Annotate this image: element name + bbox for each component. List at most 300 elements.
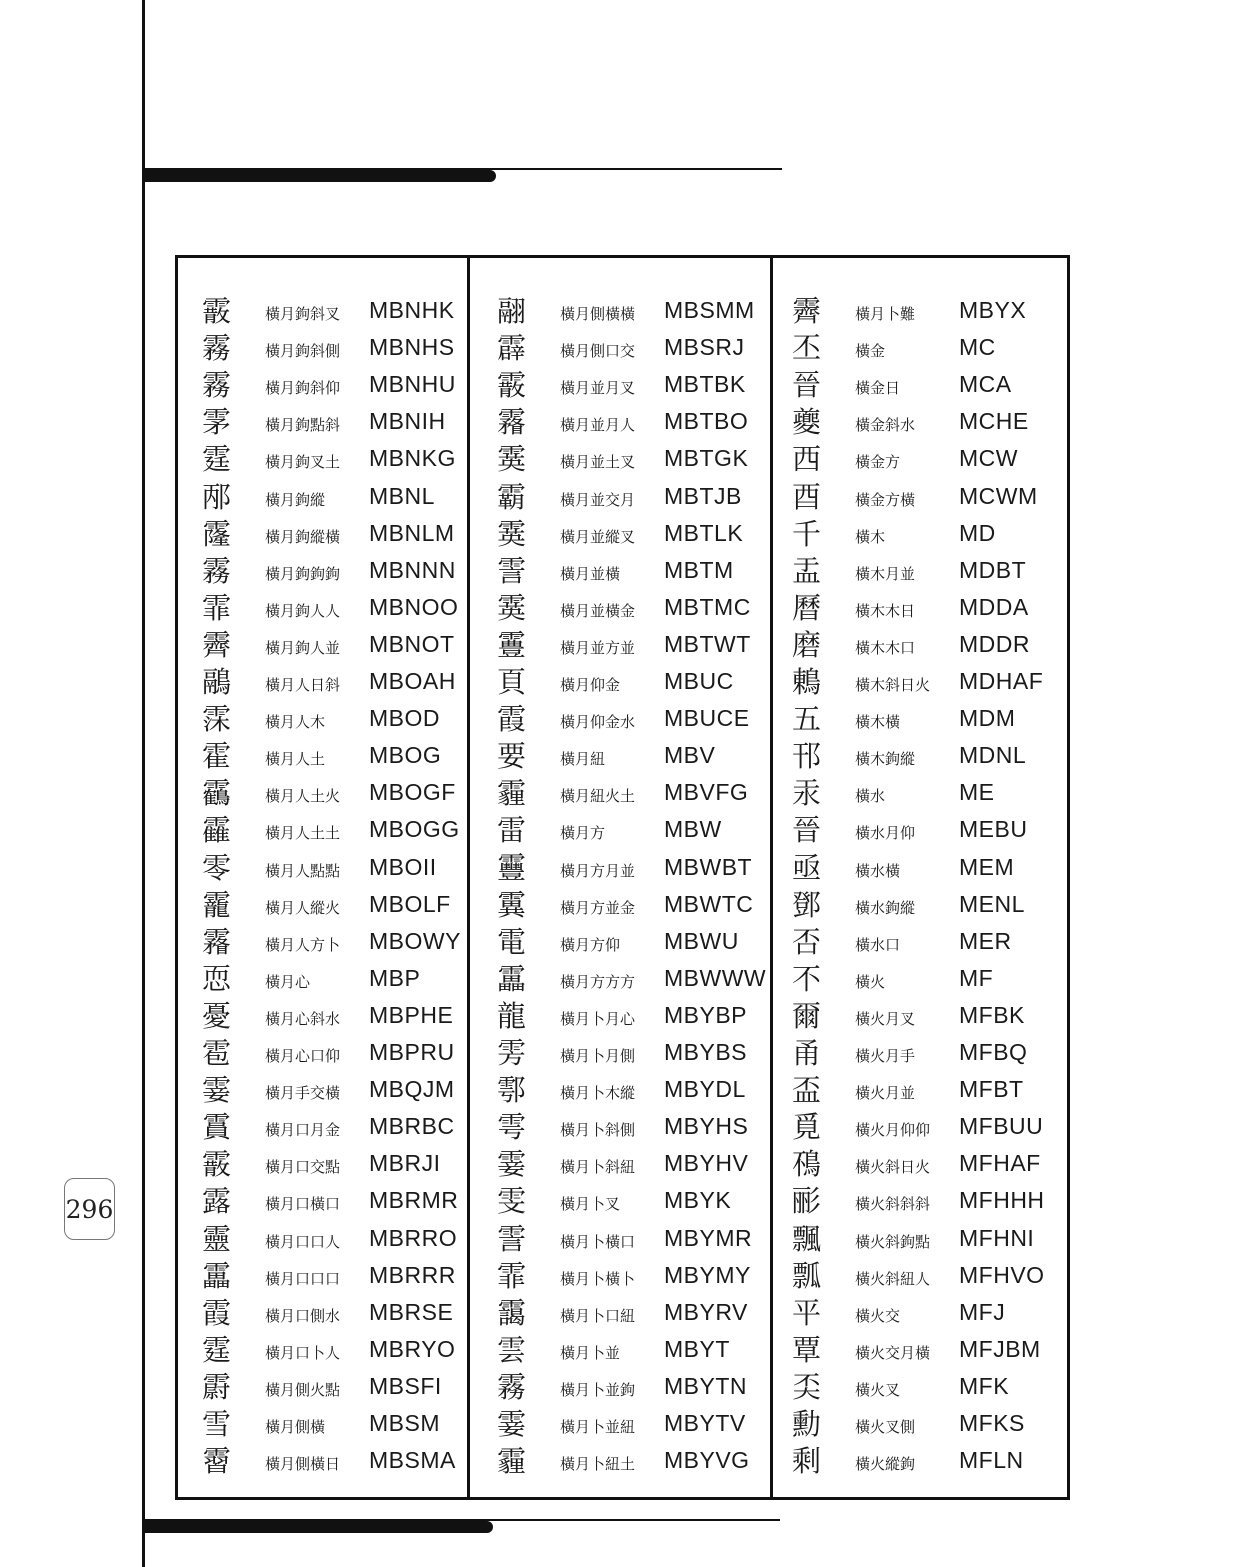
character: 霙 [497, 590, 527, 625]
table-row [202, 405, 492, 442]
stroke-components: 橫月側橫 [265, 1418, 326, 1436]
table-row [792, 480, 1082, 517]
stroke-components: 橫火叉側 [855, 1418, 916, 1436]
table-row [202, 1370, 492, 1407]
stroke-components: 橫月心斜水 [265, 1009, 341, 1028]
stroke-components: 橫月鉤人人 [265, 601, 341, 620]
character: 霍 [202, 739, 232, 774]
stroke-components: 橫月人土土 [265, 824, 341, 843]
stroke-components: 橫火月手 [855, 1047, 916, 1065]
character: 要 [497, 739, 527, 774]
stroke-components: 橫月方月並 [560, 861, 636, 880]
stroke-components: 橫火月叉 [855, 1009, 916, 1028]
input-code: MER [959, 927, 1012, 954]
stroke-components: 橫月鉤斜叉 [265, 305, 341, 323]
character: 霧 [202, 368, 232, 403]
stroke-components: 橫月並月人 [560, 416, 636, 435]
table-row [202, 1333, 492, 1370]
stroke-components: 橫月人方卜 [265, 935, 341, 954]
table-row [497, 665, 787, 702]
character: 亟 [792, 850, 822, 885]
table-row [497, 1222, 787, 1259]
stroke-components: 橫月鉤鉤鉤 [265, 564, 341, 583]
table-row [202, 739, 492, 776]
input-code: MBSFI [369, 1372, 442, 1399]
code-table [175, 255, 1070, 1500]
stroke-components: 橫月鉤斜側 [265, 342, 341, 361]
table-row [202, 331, 492, 368]
character: 霻 [497, 627, 527, 662]
character: 五 [792, 702, 822, 737]
stroke-components: 橫月鉤點斜 [265, 416, 341, 435]
stroke-components: 橫月口口口 [265, 1269, 341, 1288]
table-row [792, 665, 1082, 702]
table-row [792, 405, 1082, 442]
stroke-components: 橫水月仰 [855, 824, 916, 843]
input-code: MFK [959, 1372, 1010, 1399]
table-row [497, 591, 787, 628]
character: 霆 [202, 1332, 232, 1367]
table-row [202, 1184, 492, 1221]
input-code: MBYTV [664, 1410, 746, 1436]
table-row [792, 331, 1082, 368]
table-row [792, 702, 1082, 739]
stroke-components: 橫月卜難 [855, 305, 916, 323]
character: 霬 [497, 887, 527, 922]
stroke-components: 橫月心 [265, 972, 311, 991]
stroke-components: 橫月方方方 [560, 972, 636, 991]
stroke-components: 橫火斜鉤點 [855, 1232, 931, 1251]
stroke-components: 橫月人縱火 [265, 898, 341, 917]
table-row [202, 851, 492, 888]
character: 零 [202, 850, 232, 885]
character: 憂 [202, 998, 232, 1033]
input-code: MFKS [959, 1410, 1025, 1436]
table-row [202, 999, 492, 1036]
input-code: MBSM [369, 1410, 440, 1436]
table-row [792, 368, 1082, 405]
table-row [497, 1110, 787, 1147]
input-code: MBTGK [664, 445, 749, 472]
input-code: MBYVG [664, 1447, 750, 1474]
stroke-components: 橫月口月金 [265, 1121, 341, 1140]
input-code: MBTWT [664, 630, 751, 657]
input-code: MCW [959, 445, 1018, 472]
stroke-components: 橫月卜並紐 [560, 1418, 636, 1436]
input-code: MC [959, 334, 996, 361]
stroke-components: 橫木鉤縱 [855, 750, 916, 769]
input-code: MBTBO [664, 408, 749, 435]
table-row [497, 517, 787, 554]
character: 邗 [792, 739, 822, 774]
stroke-components: 橫月口卜人 [265, 1343, 341, 1362]
table-row [792, 517, 1082, 554]
stroke-components: 橫月側橫橫 [560, 305, 636, 323]
character: 雩 [497, 1110, 527, 1145]
table-row [497, 702, 787, 739]
input-code: MBYHS [664, 1113, 749, 1140]
table-row [792, 888, 1082, 925]
character: 鴀 [792, 1147, 822, 1182]
character: 汞 [792, 776, 822, 811]
stroke-components: 橫金方橫 [855, 490, 916, 509]
stroke-components: 橫月並橫 [560, 564, 621, 583]
character: 霆 [202, 442, 232, 477]
input-code: MBSMM [664, 297, 755, 323]
character: 霧 [497, 1369, 527, 1404]
character: 霎 [497, 1407, 527, 1441]
stroke-components: 橫月並橫金 [560, 601, 636, 620]
stroke-components: 橫火斜斜斜 [855, 1195, 931, 1214]
input-code: MFBK [959, 1001, 1025, 1028]
input-code: MBTMC [664, 593, 751, 620]
character: 霏 [497, 1258, 527, 1293]
character: 露 [202, 1184, 232, 1219]
stroke-components: 橫月鉤人並 [265, 638, 341, 657]
character: 鄠 [497, 1073, 527, 1108]
character: 否 [792, 924, 822, 959]
table-row [497, 1259, 787, 1296]
character: 盂 [792, 553, 822, 588]
input-code: MBRBC [369, 1113, 455, 1140]
stroke-components: 橫木木口 [855, 638, 916, 657]
input-code: MBOGG [369, 816, 460, 843]
character: 霂 [202, 702, 232, 737]
input-code: MDBT [959, 556, 1027, 583]
character: 霰 [497, 368, 527, 403]
input-code: MBUCE [664, 705, 750, 732]
input-code: MBYTN [664, 1372, 747, 1399]
character: 霎 [202, 1073, 232, 1108]
stroke-components: 橫月人點點 [265, 861, 341, 880]
character: 瓢 [792, 1258, 822, 1293]
input-code: MBNIH [369, 408, 446, 435]
stroke-components: 橫月卜橫卜 [560, 1269, 636, 1288]
input-code: MBOD [369, 705, 440, 732]
stroke-components: 橫月卜叉 [560, 1195, 621, 1214]
input-code: MBRJI [369, 1150, 441, 1177]
input-code: MBTM [664, 556, 734, 583]
input-code: MBOG [369, 742, 442, 769]
input-code: MFHHH [959, 1187, 1045, 1214]
table-row [497, 1407, 787, 1444]
input-code: MBNHS [369, 334, 455, 361]
character: 霽 [792, 294, 822, 328]
stroke-components: 橫月人土 [265, 750, 326, 769]
table-row [202, 962, 492, 999]
input-code: MDDR [959, 630, 1030, 657]
input-code: MBVFG [664, 779, 749, 806]
table-row [792, 554, 1082, 591]
character: 雱 [497, 1036, 527, 1070]
input-code: MBRSE [369, 1298, 454, 1325]
character: 霧 [202, 331, 232, 366]
table-row [497, 1370, 787, 1407]
input-code: MFHAF [959, 1150, 1041, 1177]
character: 雹 [202, 1036, 232, 1070]
character: 靁 [497, 961, 527, 996]
input-code: MBTJB [664, 482, 742, 509]
stroke-components: 橫月紐 [560, 750, 606, 769]
table-row [497, 739, 787, 776]
character: 霿 [202, 924, 232, 959]
stroke-components: 橫火交月橫 [855, 1343, 931, 1362]
stroke-components: 橫月方 [560, 824, 606, 843]
character: 雯 [497, 1184, 527, 1219]
table-row [202, 1110, 492, 1147]
table-row [497, 1036, 787, 1073]
character: 霹 [497, 331, 527, 366]
stroke-components: 橫月卜斜側 [560, 1121, 636, 1140]
stroke-components: 橫月並縱叉 [560, 527, 636, 546]
table-row [497, 962, 787, 999]
input-code: MBWTC [664, 890, 754, 917]
character: 雲 [497, 1332, 527, 1367]
table-row [202, 776, 492, 813]
table-row [792, 591, 1082, 628]
character: 夔 [792, 405, 822, 440]
stroke-components: 橫月卜橫口 [560, 1232, 636, 1251]
table-row [792, 1036, 1082, 1073]
stroke-components: 橫月鉤縱 [265, 490, 326, 509]
stroke-components: 橫月方仰 [560, 935, 621, 954]
input-code: MBOII [369, 853, 437, 880]
stroke-components: 橫月卜並鉤 [560, 1380, 636, 1399]
character: 靊 [497, 850, 527, 885]
table-row [202, 1147, 492, 1184]
input-code: MBWBT [664, 853, 753, 880]
input-code: MBP [369, 964, 421, 991]
input-code: MBYT [664, 1335, 730, 1362]
table-row [497, 1444, 787, 1481]
stroke-components: 橫金斜水 [855, 416, 916, 435]
stroke-components: 橫火斜日火 [855, 1158, 931, 1177]
input-code: MENL [959, 890, 1025, 917]
input-code: MBRRR [369, 1261, 456, 1288]
character: 霽 [202, 627, 232, 662]
table-row [497, 776, 787, 813]
input-code: MF [959, 964, 994, 991]
character: 霾 [497, 776, 527, 811]
table-row [792, 1222, 1082, 1259]
character: 曆 [792, 590, 822, 625]
character: 靈 [202, 1221, 232, 1256]
stroke-components: 橫月卜並 [560, 1343, 621, 1362]
character: 彨 [792, 1184, 822, 1219]
table-row [497, 813, 787, 850]
input-code: MBW [664, 816, 722, 843]
table-row [202, 1222, 492, 1259]
table-row [792, 999, 1082, 1036]
stroke-components: 橫月心口仰 [265, 1047, 341, 1065]
input-code: MBUC [664, 668, 734, 694]
character: 霞 [202, 1295, 232, 1330]
stroke-components: 橫金 [855, 342, 886, 361]
page-number: 296 [64, 1178, 115, 1240]
table-row [202, 1296, 492, 1333]
input-code: MBOWY [369, 927, 461, 954]
left-margin-rule [142, 0, 145, 1567]
character: 霿 [497, 405, 527, 440]
table-row [792, 851, 1082, 888]
table-row [792, 1333, 1082, 1370]
table-row [497, 442, 787, 479]
input-code: MFBQ [959, 1039, 1028, 1065]
stroke-components: 橫金方 [855, 453, 901, 472]
table-row [792, 813, 1082, 850]
character: 磨 [792, 627, 822, 662]
input-code: MD [959, 519, 996, 546]
stroke-components: 橫金日 [855, 379, 901, 398]
character: 丕 [792, 331, 822, 366]
character: 西 [792, 442, 822, 477]
input-code: MFJBM [959, 1335, 1041, 1362]
table-row [202, 628, 492, 665]
character: 霙 [497, 516, 527, 551]
stroke-components: 橫月紐火土 [560, 787, 636, 806]
stroke-components: 橫月卜斜紐 [560, 1158, 636, 1177]
stroke-components: 橫月並交月 [560, 490, 636, 509]
character: 酉 [792, 479, 822, 514]
table-row [202, 925, 492, 962]
stroke-components: 橫月仰金水 [560, 713, 636, 732]
input-code: MBNKG [369, 445, 456, 472]
input-code: MBYHV [664, 1150, 749, 1177]
character: 霰 [202, 1147, 232, 1182]
input-code: MBNOT [369, 630, 455, 657]
character: 雷 [497, 813, 527, 848]
table-row [792, 925, 1082, 962]
table-row [792, 1147, 1082, 1184]
input-code: MCHE [959, 408, 1029, 435]
stroke-components: 橫月鉤斜仰 [265, 379, 341, 398]
character: 靄 [497, 1295, 527, 1330]
character: 翮 [497, 294, 527, 328]
input-code: MBNHU [369, 371, 456, 398]
character: 剩 [792, 1444, 822, 1479]
character: 霫 [202, 1444, 232, 1479]
character: 鄧 [792, 887, 822, 922]
input-code: MBWWW [664, 964, 767, 991]
table-row [202, 591, 492, 628]
stroke-components: 橫火月並 [855, 1084, 916, 1103]
table-row [792, 294, 1082, 331]
character: 鷊 [202, 665, 232, 699]
input-code: MBTLK [664, 519, 744, 546]
table-row [202, 1073, 492, 1110]
stroke-components: 橫月並土叉 [560, 453, 636, 472]
input-code: MCWM [959, 482, 1038, 509]
stroke-components: 橫火 [855, 972, 886, 991]
table-row [202, 517, 492, 554]
stroke-components: 橫水橫 [855, 861, 901, 880]
stroke-components: 橫月人土火 [265, 787, 341, 806]
input-code: MBOLF [369, 890, 451, 917]
input-code: MBSMA [369, 1447, 456, 1474]
table-row [792, 1370, 1082, 1407]
stroke-components: 橫月人日斜 [265, 676, 341, 694]
input-code: MBYRV [664, 1298, 748, 1325]
character: 靃 [202, 813, 232, 848]
character: 霣 [202, 1110, 232, 1145]
stroke-components: 橫月並月叉 [560, 379, 636, 398]
input-code: MFJ [959, 1298, 1006, 1325]
input-code: MFHNI [959, 1224, 1035, 1251]
character: 霸 [497, 479, 527, 514]
table-row [792, 1296, 1082, 1333]
character: 電 [497, 924, 527, 959]
stroke-components: 橫火交 [855, 1306, 901, 1325]
input-code: MBNLM [369, 519, 455, 546]
stroke-components: 橫月卜月心 [560, 1009, 636, 1028]
stroke-components: 橫月鉤縱橫 [265, 527, 341, 546]
input-code: MBPHE [369, 1001, 454, 1028]
stroke-components: 橫月卜紐土 [560, 1455, 636, 1474]
table-row [792, 1184, 1082, 1221]
input-code: MEBU [959, 816, 1028, 843]
stroke-components: 橫火斜紐人 [855, 1269, 931, 1288]
character: 勳 [792, 1407, 822, 1441]
character: 霏 [202, 590, 232, 625]
table-row [497, 1073, 787, 1110]
input-code: MEM [959, 853, 1015, 880]
stroke-components: 橫月並方並 [560, 638, 636, 657]
table-row [202, 813, 492, 850]
table-row [792, 1110, 1082, 1147]
stroke-components: 橫月口橫口 [265, 1195, 341, 1214]
input-code: MBYBS [664, 1039, 748, 1065]
character: 頁 [497, 665, 527, 699]
input-code: MFBUU [959, 1113, 1044, 1140]
table-row [497, 888, 787, 925]
table-row [792, 442, 1082, 479]
stroke-components: 橫月卜月側 [560, 1047, 636, 1065]
character: 恧 [202, 961, 232, 996]
input-code: MBYX [959, 297, 1027, 323]
input-code: MBV [664, 742, 716, 769]
table-row [792, 1073, 1082, 1110]
table-row [497, 331, 787, 368]
character: 靏 [202, 776, 232, 811]
stroke-components: 橫月鉤叉土 [265, 453, 341, 472]
character: 雪 [202, 1407, 232, 1441]
character: 平 [792, 1295, 822, 1330]
table-row [497, 1184, 787, 1221]
table-row [202, 368, 492, 405]
character: 千 [792, 516, 822, 551]
character: 甬 [792, 1036, 822, 1070]
stroke-components: 橫火月仰仰 [855, 1121, 931, 1140]
character: 霳 [202, 516, 232, 551]
table-row [497, 1296, 787, 1333]
input-code: MBQJM [369, 1076, 455, 1103]
character: 奀 [792, 1369, 822, 1404]
stroke-components: 橫月側橫日 [265, 1455, 341, 1474]
table-row [202, 1444, 492, 1481]
character: 霙 [497, 442, 527, 477]
input-code: MBNL [369, 482, 435, 509]
input-code: MBRMR [369, 1187, 459, 1214]
stroke-components: 橫火叉 [855, 1380, 901, 1399]
character: 邴 [202, 479, 232, 514]
stroke-components: 橫水 [855, 787, 886, 806]
input-code: MBTBK [664, 371, 746, 398]
table-row [497, 999, 787, 1036]
character: 龍 [497, 998, 527, 1033]
input-code: MBYK [664, 1187, 732, 1214]
input-code: MCA [959, 371, 1012, 398]
stroke-components: 橫木月並 [855, 564, 916, 583]
